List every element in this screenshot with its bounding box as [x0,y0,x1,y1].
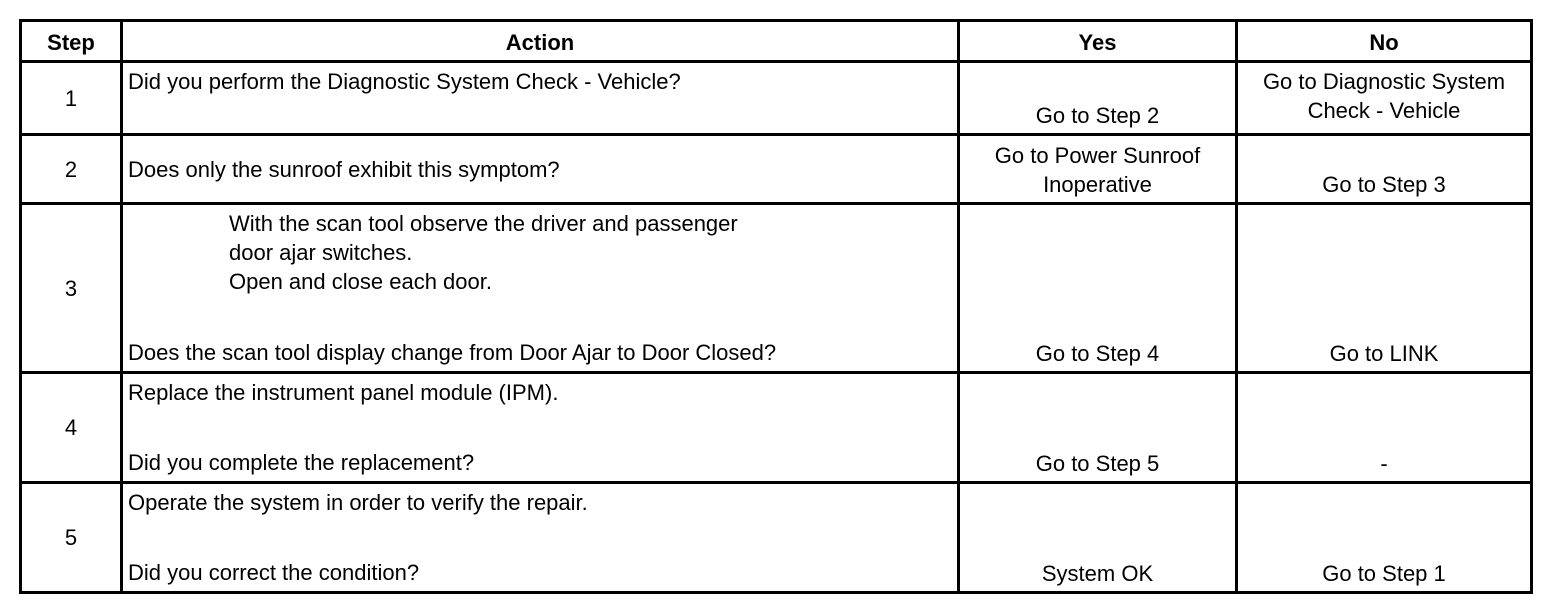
no-cell: Go to LINK [1237,204,1532,373]
table-row [21,135,1532,204]
diagnostic-table [19,19,1533,594]
instruction-text: Open and close each door. [229,269,492,294]
instruction-text: With the scan tool observe the driver and passenger door ajar switches. [229,211,738,265]
step-number: 2 [21,135,122,204]
yes-cell: Go to Step 5 [959,373,1237,483]
yes-cell: System OK [959,483,1237,593]
table-row [21,373,1532,483]
step-number: 1 [21,62,122,135]
question-text: Does only the sunroof exhibit this symptom? [128,156,560,182]
step-number: 4 [21,373,122,483]
question-text: Did you complete the replacement? [128,450,475,475]
yes-cell: Go to Step 4 [959,204,1237,373]
action-cell [122,373,959,483]
question-text: Did you correct the condition? [128,560,420,585]
table-row [21,62,1532,135]
yes-cell: Go to Power Sunroof Inoperative [959,135,1237,204]
action-cell [122,62,959,135]
action-cell [122,135,959,204]
header-action: Action [122,21,959,62]
step-number: 3 [21,204,122,373]
action-cell [122,204,959,373]
yes-cell: Go to Step 2 [959,62,1237,135]
no-cell: Go to Diagnostic System Check - Vehicle [1237,62,1532,135]
action-text: Did you perform the Diagnostic System Check - Vehicle? [128,69,681,94]
step-number: 5 [21,483,122,593]
instruction-list [128,209,953,296]
question-text: Does the scan tool display change from Door Ajar to Door Closed? [128,340,777,365]
instruction-text: Operate the system in order to verify the repair. [128,490,588,515]
header-step: Step [21,21,122,62]
header-yes: Yes [959,21,1237,62]
table-row [21,204,1532,373]
no-cell: Go to Step 1 [1237,483,1532,593]
action-cell [122,483,959,593]
header-row [21,21,1532,62]
table-row [21,483,1532,593]
no-cell: Go to Step 3 [1237,135,1532,204]
no-cell: - [1237,373,1532,483]
header-no: No [1237,21,1532,62]
instruction-text: Replace the instrument panel module (IPM). [128,380,559,405]
